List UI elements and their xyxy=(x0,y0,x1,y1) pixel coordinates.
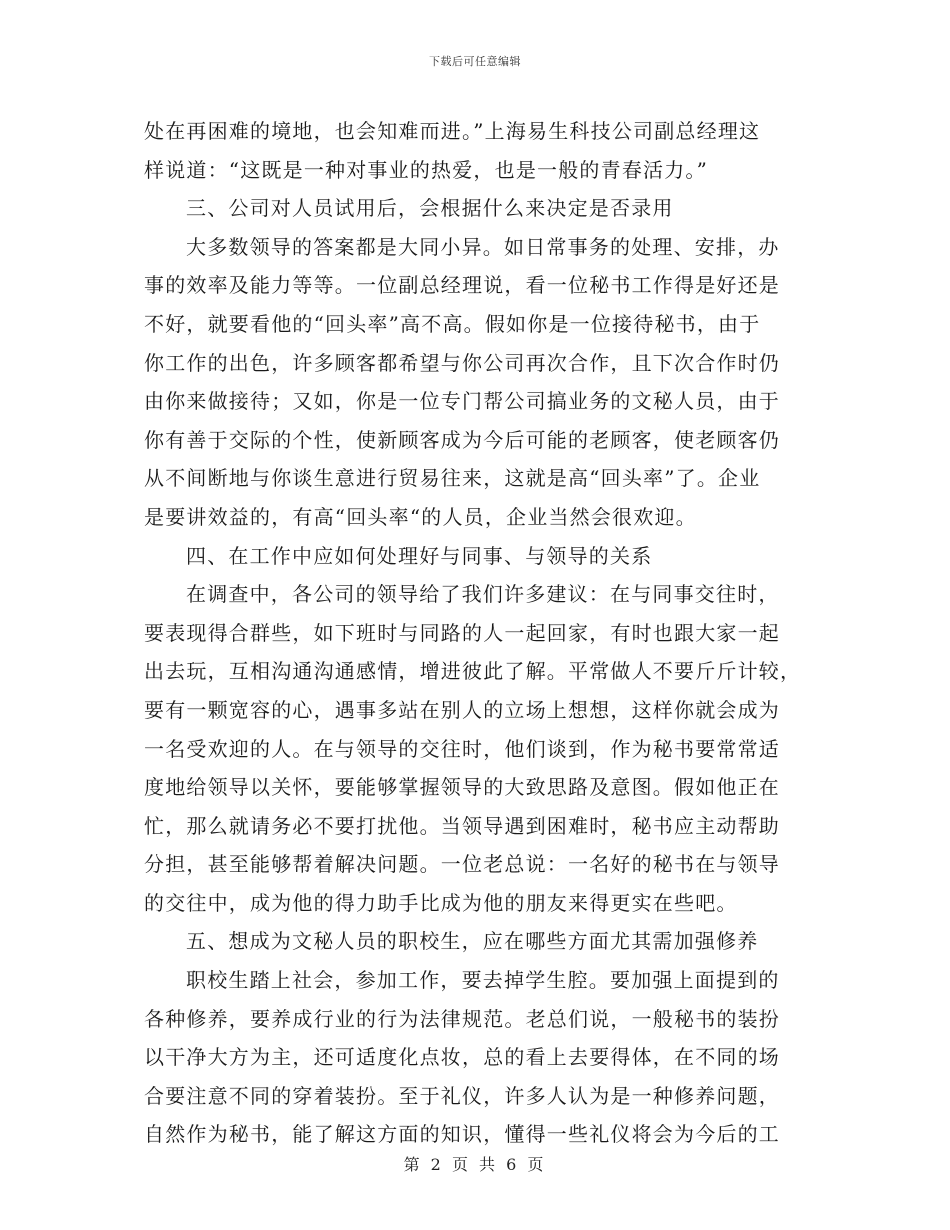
body-text xyxy=(144,112,804,1154)
text-line: 忙，那么就请务必不要打扰他。当领导遇到困难时，秘书应主动帮助 xyxy=(144,813,780,838)
text-line: 从不间断地与你谈生意进行贸易往来，这就是高“回头率”了。企业 xyxy=(144,466,761,491)
text-line: 五、想成为文秘人员的职校生，应在哪些方面尤其需加强修养 xyxy=(186,929,759,954)
text-line: 的交往中，成为他的得力助手比成为他的朋友来得更实在些吧。 xyxy=(144,890,738,915)
text-line: 大多数领导的答案都是大同小异。如日常事务的处理、安排，办 xyxy=(186,234,780,259)
text-line: 样说道：“这既是一种对事业的热爱，也是一般的青春活力。” xyxy=(144,157,709,182)
text-line: 合要注意不同的穿着装扮。至于礼仪，许多人认为是一种修养问题， xyxy=(144,1083,780,1108)
text-line: 由你来做接待；又如，你是一位专门帮公司搞业务的文秘人员，由于 xyxy=(144,389,780,414)
text-line: 要表现得合群些，如下班时与同路的人一起回家，有时也跟大家一起 xyxy=(144,620,780,645)
text-line: 是要讲效益的，有高“回头率“的人员，企业当然会很欢迎。 xyxy=(144,504,697,529)
text-line: 自然作为秘书，能了解这方面的知识，懂得一些礼仪将会为今后的工 xyxy=(144,1122,780,1147)
text-line: 不好，就要看他的“回头率”高不高。假如你是一位接待秘书，由于 xyxy=(144,311,761,336)
text-line: 度地给领导以关怀，要能够掌握领导的大致思路及意图。假如他正在 xyxy=(144,775,780,800)
text-line: 一名受欢迎的人。在与领导的交往时，他们谈到，作为秘书要常常适 xyxy=(144,736,780,761)
text-line: 在调查中，各公司的领导给了我们许多建议：在与同事交往时， xyxy=(186,582,780,607)
page-header: 下载后可任意编辑 xyxy=(429,55,521,68)
text-line: 处在再困难的境地，也会知难而进。”上海易生科技公司副总经理这 xyxy=(144,119,761,143)
text-line: 以干净大方为主，还可适度化点妆，总的看上去要得体，在不同的场 xyxy=(144,1045,780,1070)
page-footer: 第 2 页 共 6 页 xyxy=(403,1155,547,1174)
text-line: 你工作的出色，许多顾客都希望与你公司再次合作，且下次合作时仍 xyxy=(144,350,780,375)
text-line: 分担，甚至能够帮着解决问题。一位老总说：一名好的秘书在与领导 xyxy=(144,852,780,877)
text-line: 出去玩，互相沟通沟通感情，增进彼此了解。平常做人不要斤斤计较， xyxy=(144,659,802,684)
text-line: 职校生踏上社会，参加工作，要去掉学生腔。要加强上面提到的 xyxy=(186,968,780,993)
text-line: 四、在工作中应如何处理好与同事、与领导的关系 xyxy=(186,543,653,568)
text-line: 事的效率及能力等等。一位副总经理说，看一位秘书工作得是好还是 xyxy=(144,273,780,298)
text-line: 各种修养，要养成行业的行为法律规范。老总们说，一般秘书的装扮 xyxy=(144,1006,780,1031)
text-line: 三、公司对人员试用后，会根据什么来决定是否录用 xyxy=(186,196,674,221)
text-line: 你有善于交际的个性，使新顾客成为今后可能的老顾客，使老顾客仍 xyxy=(144,427,780,452)
text-line: 要有一颗宽容的心，遇事多站在别人的立场上想想，这样你就会成为 xyxy=(144,697,780,722)
